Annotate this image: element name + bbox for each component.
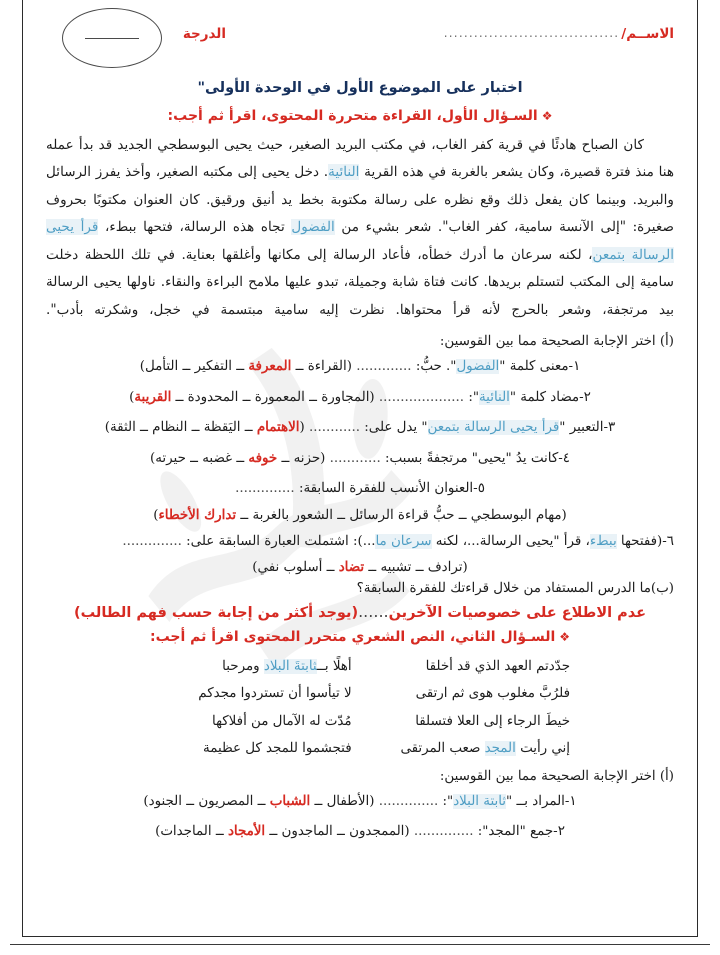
q1-item-3-option-3[interactable]: الثقة: [110, 420, 136, 436]
q1-item-1-option-0[interactable]: القراءة: [307, 359, 347, 375]
q1-item-4-number: ٤-: [558, 450, 570, 466]
q1-item-5: [46, 476, 674, 501]
q1-item-3-option-2[interactable]: النظام: [152, 420, 188, 436]
q1-item-6-stem-c: ...): اشتملت العبارة السابقة على:: [181, 533, 376, 549]
q1-item-6-highlight-surean: سرعان ما: [375, 533, 432, 549]
q1-item-2-options: (المجاورة ــ المعمورة ــ المحدودة ــ القريبة): [129, 388, 375, 405]
poem-verse-3: [150, 708, 570, 735]
q2-item-1-blank[interactable]: ..............: [378, 793, 439, 809]
bullet-star-icon: ❖: [541, 109, 553, 123]
q1-item-3-stem-highlight: قرأ يحيى الرسالة بتمعن: [427, 420, 560, 436]
q2-item-1-stem-post: ":: [438, 793, 454, 809]
q1-item-2-option-3-answer[interactable]: القريبة: [134, 388, 172, 405]
q1-item-6-option-2-answer[interactable]: تضاد: [338, 558, 365, 575]
q1-item-6-option-0[interactable]: ترادف: [427, 559, 463, 575]
poem-verse-4-ajz-pre: إني رأيت: [515, 741, 570, 757]
q1-item-3-stem-pre: التعبير ": [559, 420, 604, 436]
q1-item-2-option-2[interactable]: المحدودة: [187, 389, 239, 405]
q2-item-1-option-1-answer[interactable]: الشباب: [269, 792, 311, 809]
q1-part-b-label: (ب)ما الدرس المستفاد من خلال قراءتك للفقرة السابقة؟: [356, 580, 674, 596]
passage-part-3: تجاه هذه الرسالة، فتحها ببطء،: [98, 219, 292, 236]
q2-item-1-options: (الأطفال ــ الشباب ــ المصريون ــ الجنود): [143, 792, 375, 809]
q1-item-2-stem-highlight: النائية: [479, 389, 510, 405]
page-title: اختبار على الموضوع الأول في الوحدة الأولى": [197, 80, 523, 96]
q1-part-a-label: (أ) اختر الإجابة الصحيحة مما بين القوسين:: [439, 334, 674, 350]
worksheet-header: [46, 0, 674, 78]
poem-verse-4-ajz-post: صعب المرتقى: [400, 741, 485, 757]
question-two-heading: [46, 629, 674, 645]
q1-item-4-option-0[interactable]: حزنه: [293, 450, 321, 466]
q2-item-2-option-2-answer[interactable]: الأمجاد: [227, 823, 266, 840]
poem-verse-2: [150, 680, 570, 707]
poem-verse-4-ajz: [368, 735, 570, 762]
grade-label: الدرجة: [182, 26, 226, 42]
q1-item-2-option-1[interactable]: المعمورة: [254, 389, 305, 405]
q1-item-6-stem-a: (ففتحها: [616, 533, 663, 549]
question-one-heading-text: السـؤال الأول، القراءة متحررة المحتوى، اقرأ ثم أجب:: [167, 108, 538, 124]
q1-part-b-answer-row: [46, 602, 674, 621]
q2-item-2-option-1[interactable]: الماجدون: [281, 824, 333, 840]
student-name-label: الاســم/: [621, 26, 674, 42]
q1-item-3-options: (الاهتمام ــ اليَقظة ــ النظام ــ الثقة): [104, 419, 305, 436]
question-two-heading-text: السـؤال الثاني، النص الشعري متحرر المحتوى اقرأ ثم أجب:: [149, 628, 556, 645]
q2-item-2: [46, 819, 674, 844]
q1-item-1-stem-highlight: الفضول: [456, 359, 500, 375]
passage-part-1: كان الصباح هادئًا في قرية كفر الغاب، في مكتب البريد الصغير، حيث يحيى البوسطجي الجديد قد بدأ عمله هنا منذ فترة قصيرة، وكان يشعر بالغربة في هذه القرية: [46, 137, 674, 181]
q1-item-5-option-0[interactable]: مهام البوسطجي: [470, 507, 562, 523]
q1-item-1-stem-pre: معنى كلمة ": [499, 359, 569, 375]
poem-verse-2-sadr: لا تيأسوا أن تستردوا مجدكم: [198, 686, 352, 702]
q1-item-6-number: ٦-: [662, 533, 674, 549]
q2-item-1-stem-highlight: ثابتة البلاد: [453, 793, 507, 809]
q1-item-2-option-0[interactable]: المجاورة: [321, 389, 370, 405]
q1-item-1-blank[interactable]: .............: [356, 359, 412, 375]
q1-item-4-option-1-answer[interactable]: خوفه: [248, 449, 278, 466]
q1-item-6-options: (ترادف ــ تشبيه ــ تضاد ــ أسلوب نفي): [252, 558, 468, 575]
q1-item-6-stem-b: ، قرأ "يحيى الرسالة...، لكنه: [431, 533, 590, 549]
q2-item-2-number: ٢-: [553, 824, 565, 840]
q1-item-1-number: ١-: [568, 359, 581, 375]
q1-item-2-number: ٢-: [579, 389, 591, 405]
q1-item-5-option-3-answer[interactable]: تدارك الأخطاء: [158, 506, 237, 523]
passage-highlight-naaiya: النائية: [328, 164, 360, 181]
poem-verse-1: [150, 653, 570, 680]
q2-item-2-option-3[interactable]: الماجدات: [160, 824, 212, 840]
poem-verse-1-sadr-pre: أهلًا بــ: [316, 658, 352, 674]
q1-item-5-option-1[interactable]: حبُّ قراءة الرسائل: [349, 507, 455, 523]
q1-part-b-answer: عدم الاطلاع على خصوصيات الآخرين: [388, 604, 647, 621]
q1-item-2: [46, 385, 674, 410]
q2-item-1-number: ١-: [564, 793, 577, 809]
q1-item-3: [46, 415, 674, 440]
q1-item-6-option-3[interactable]: أسلوب نفي: [257, 559, 323, 575]
q1-item-5-options: (مهام البوسطجي ــ حبُّ قراءة الرسائل ــ الشعور بالغربة ــ تدارك الأخطاء): [153, 506, 567, 523]
q1-item-6-blank[interactable]: ..............: [122, 533, 182, 549]
q1-item-2-blank[interactable]: ....................: [378, 389, 465, 405]
q1-item-3-option-0-answer[interactable]: الاهتمام: [256, 419, 300, 436]
grade-oval-field[interactable]: [62, 8, 162, 68]
q1-item-5-number: ٥-: [473, 481, 485, 497]
q1-item-4-stem: كانت يدُ "يحيى" مرتجفةً بسبب:: [380, 450, 559, 466]
poem-verse-1-ajz: جدّدتم العهد الذي قد أخلقا: [425, 658, 570, 674]
q2-item-1-option-3[interactable]: الجنود: [148, 793, 182, 809]
question-one-heading: [46, 108, 674, 124]
q1-item-1-option-3[interactable]: التأمل: [144, 359, 179, 375]
poem-verse-1-sadr: [150, 653, 352, 680]
q1-part-b-dots: ......: [358, 601, 389, 621]
poem-verse-3-ajz: خيطَ الرجاء إلى العلا فتسلقا: [415, 713, 570, 729]
q1-item-4-blank[interactable]: ............: [329, 450, 381, 466]
student-name-field[interactable]: [433, 26, 674, 42]
q1-item-1: [46, 354, 674, 379]
poem-verse-4-highlight: المجد: [484, 741, 516, 757]
q1-item-4: [46, 446, 674, 471]
poem-verse-2-ajz: فلرُبَّ مغلوب هوى ثم ارتقى: [415, 686, 570, 702]
q1-item-5-blank[interactable]: ..............: [235, 481, 295, 497]
q1-item-5-option-2[interactable]: الشعور بالغربة: [252, 507, 333, 523]
q2-item-2-options: (الممجدون ــ الماجدون ــ الأمجاد ــ الماجدات): [155, 823, 410, 840]
passage-highlight-fudool: الفضول: [291, 219, 335, 236]
q2-item-2-option-0[interactable]: الممجدون: [349, 824, 405, 840]
passage-part-4: ، لكنه سرعان ما أدرك خطأه، فأعاد الرسالة إلى مكانها وأغلقها بعناية. في تلك اللحظة دخلت سامية إلى المكتب لتستلم بريدها. كانت فتاة شابة وجميلة، تبدو عليها ملامح البراءة والنقاء. ناولها يحيى الرسالة بيد مرتجفة، وشعر بالحرج لأنه قرأ محتواها. نظرت إليه سامية مبتسمة في خجل، وشكرته بأدب".: [46, 246, 674, 318]
q1-item-6-option-1[interactable]: تشبيه: [380, 559, 412, 575]
bullet-star-icon-2: ❖: [559, 629, 571, 644]
q1-item-1-option-1-answer[interactable]: المعرفة: [248, 358, 292, 375]
poem-verse-1-highlight: ثابتةَ البلاد: [263, 658, 317, 674]
page-bottom-rule: [10, 944, 710, 945]
poem-verse-1-sadr-post: ومرحبا: [222, 658, 264, 674]
q2-part-a-label: (أ) اختر الإجابة الصحيحة مما بين القوسين:: [439, 768, 674, 784]
q1-item-4-option-3[interactable]: حيرته: [155, 450, 186, 466]
q1-item-3-blank[interactable]: ............: [308, 420, 361, 436]
poem-verse-3-sadr: مُدّت له الآمال من أفلاكها: [212, 713, 352, 729]
student-name-dots: ...................................: [443, 26, 620, 40]
q1-item-4-options: (حزنه ــ خوفه ــ غضبه ــ حيرته): [150, 449, 326, 466]
q2-item-1: [46, 789, 674, 814]
q1-item-4-option-2[interactable]: غضبه: [202, 450, 233, 466]
q1-item-1-stem-post: ". حبُّ:: [411, 359, 457, 375]
q1-item-5-stem: العنوان الأنسب للفقرة السابقة:: [294, 481, 474, 497]
q1-item-6: [46, 529, 674, 554]
passage-highlight-tamaun: قرأ يحيى الرسالة بتمعن: [46, 219, 675, 263]
q1-item-1-options: (القراءة ــ المعرفة ــ التفكير ــ التأمل): [139, 358, 352, 375]
q1-item-3-option-1[interactable]: اليَقظة: [203, 420, 241, 436]
reading-passage: [46, 132, 674, 324]
poem-verse-4: [150, 735, 570, 762]
q2-item-1-stem-pre: المراد بــ ": [506, 793, 565, 809]
q1-item-3-number: ٣-: [603, 420, 616, 436]
q2-item-2-blank[interactable]: ..............: [413, 824, 474, 840]
q1-item-2-stem-post: ":: [464, 389, 479, 405]
q1-item-3-stem-post: " يدل على:: [360, 420, 428, 436]
q2-item-2-stem: جمع "المجد":: [473, 824, 554, 840]
q1-part-b-note: (يوجد أكثر من إجابة حسب فهم الطالب): [73, 604, 359, 621]
poem-verse-4-sadr: فتجشموا للمجد كل عظيمة: [203, 741, 352, 757]
passage-part-2: . دخل يحيى إلى مكتبه الصغير، وأخذ يفرز الرسائل والبريد. وبينما كان يفعل ذلك وقع نظره على رسالة مكتوبة بخط يد أنيق ورقيق. كان العنوان مكتوبًا بحروف صغيرة: "إلى الآنسة سامية، كفر الغاب". شعر بشيء من: [46, 164, 674, 236]
q2-item-1-option-0[interactable]: الأطفال: [326, 793, 370, 809]
q2-item-1-option-2[interactable]: المصريون: [198, 793, 254, 809]
q1-item-6-highlight-bibot: ببطء: [589, 533, 617, 549]
q1-item-2-stem-pre: مضاد كلمة ": [509, 389, 580, 405]
q1-item-1-option-2[interactable]: التفكير: [194, 359, 233, 375]
poem-block: [150, 653, 570, 763]
